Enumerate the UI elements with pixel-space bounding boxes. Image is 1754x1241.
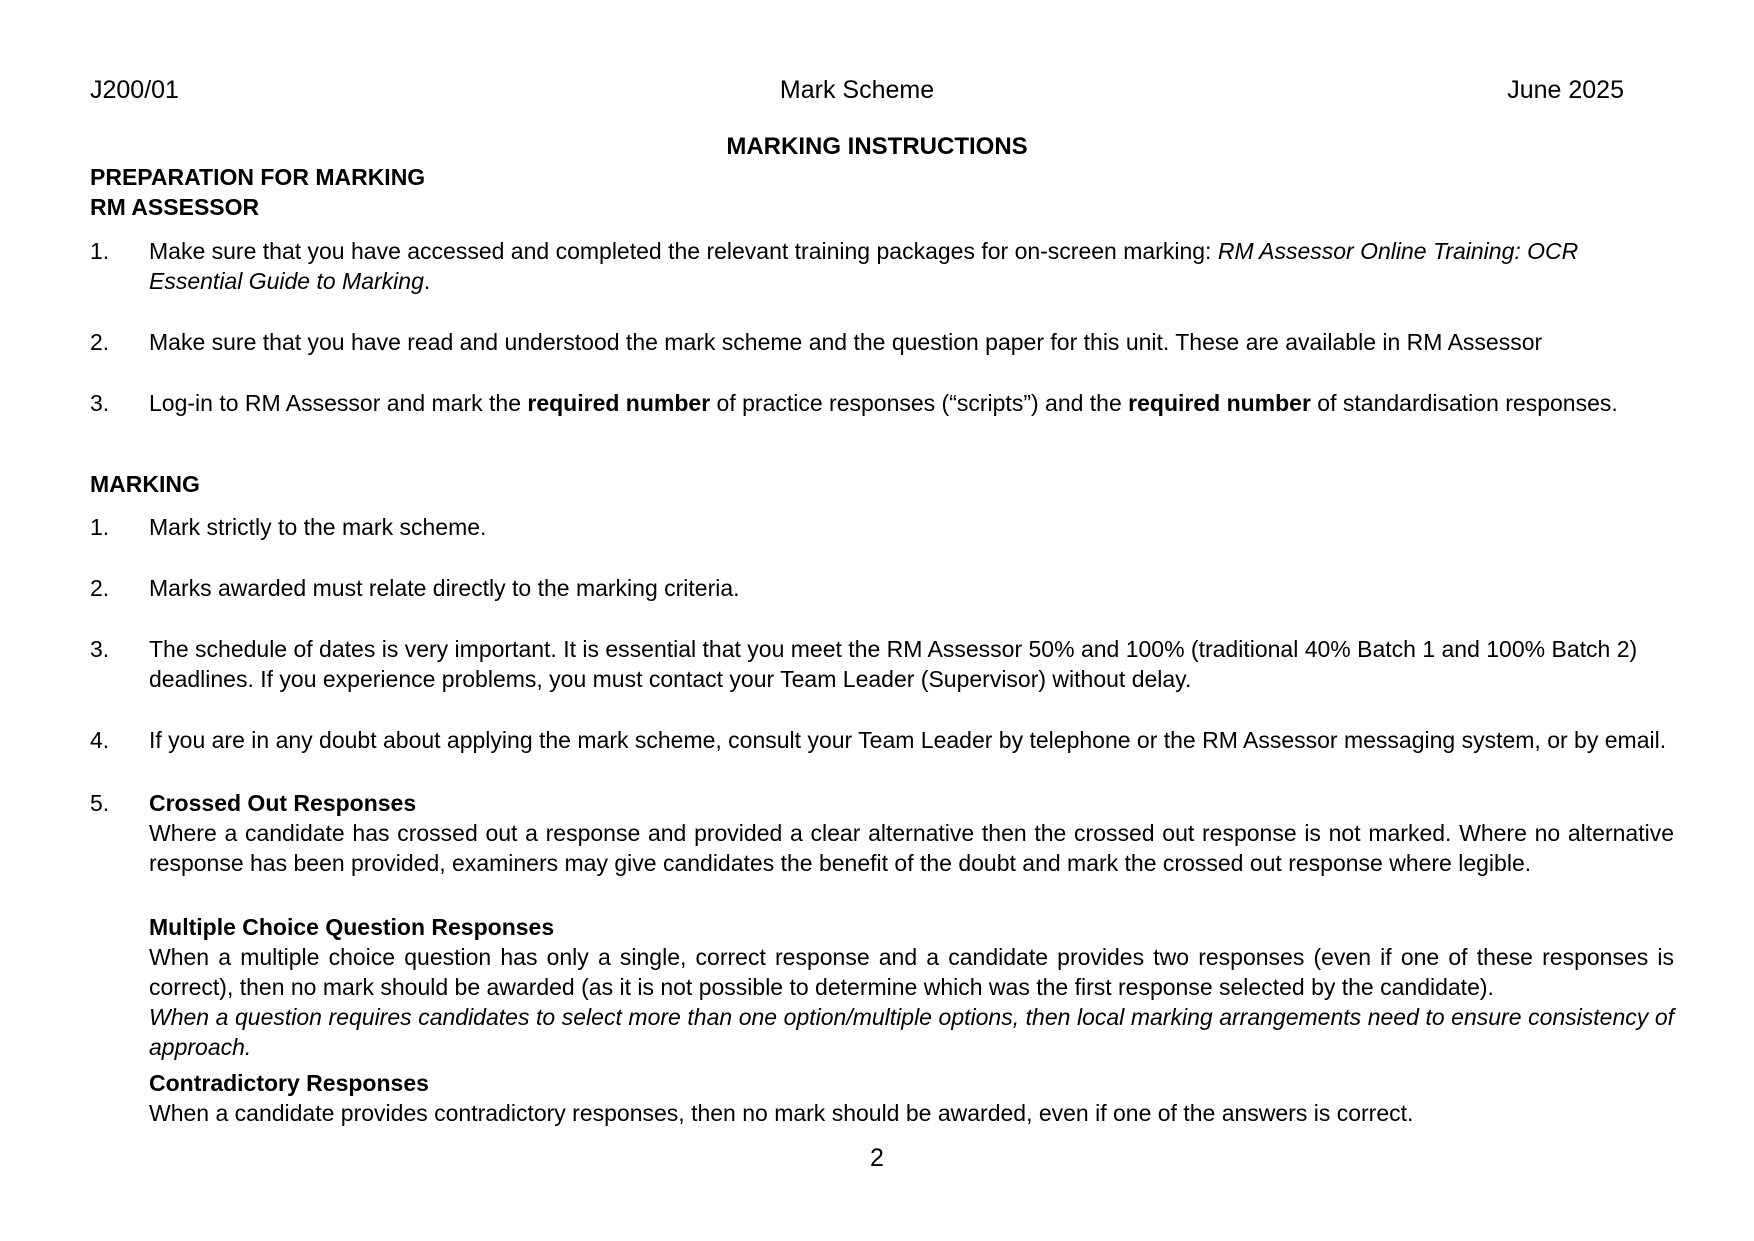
item-text-a: Log-in to RM Assessor and mark the bbox=[149, 390, 528, 416]
item-number: 3. bbox=[90, 636, 110, 662]
preparation-heading: PREPARATION FOR MARKING bbox=[90, 164, 426, 190]
item-number: 3. bbox=[90, 390, 110, 416]
page-number: 2 bbox=[870, 1144, 884, 1172]
item-number: 2. bbox=[90, 329, 110, 355]
item-text: Mark strictly to the mark scheme. bbox=[149, 514, 487, 540]
item-number: 1. bbox=[90, 514, 110, 540]
crossed-out-text: Where a candidate has crossed out a response and provided a clear alternative then the crossed out response is not marked. Where no alternative response has been provided, examiners may give candidates the benefit of the doubt and mark the crossed out response where legible. bbox=[149, 820, 1674, 876]
item-text: Make sure that you have read and understood the mark scheme and the question paper for this unit. These are available in RM Assessor bbox=[149, 329, 1543, 355]
exam-session: June 2025 bbox=[1507, 76, 1624, 104]
contradictory-heading: Contradictory Responses bbox=[149, 1070, 429, 1096]
item-text bbox=[149, 388, 1680, 418]
item-number: 1. bbox=[90, 238, 110, 264]
crossed-out-heading: Crossed Out Responses bbox=[149, 790, 417, 816]
item-text-b: of practice responses (“scripts”) and the bbox=[710, 390, 1129, 416]
mcq-text: When a multiple choice question has only a single, correct response and a candidate provides two responses (even if one of these responses is correct), then no mark should be awarded (as it is not possible to determine which was the first response selected by the candidate). bbox=[149, 944, 1674, 1000]
item-text: If you are in any doubt about applying the mark scheme, consult your Team Leader by telephone or the RM Assessor messaging system, or by email. bbox=[149, 727, 1667, 753]
contradictory-text: When a candidate provides contradictory responses, then no mark should be awarded, even if one of the answers is correct. bbox=[149, 1100, 1414, 1126]
item-text-end: . bbox=[423, 268, 431, 294]
marking-heading: MARKING bbox=[90, 471, 200, 497]
page-title: MARKING INSTRUCTIONS bbox=[726, 133, 1028, 160]
item-number: 2. bbox=[90, 575, 110, 601]
rm-assessor-heading: RM ASSESSOR bbox=[90, 194, 260, 220]
item-text: Marks awarded must relate directly to the marking criteria. bbox=[149, 575, 740, 601]
document-type: Mark Scheme bbox=[779, 76, 935, 104]
emphasis-required-number: required number bbox=[527, 390, 711, 416]
paper-code: J200/01 bbox=[90, 76, 179, 104]
page-header bbox=[90, 74, 1624, 106]
training-title: RM Assessor Online Training: OCR Essential Guide to Marking bbox=[149, 238, 1579, 294]
item-text: The schedule of dates is very important. It is essential that you meet the RM Assessor 50% and 100% (traditional 40% Batch 1 and 100% Batch 2) deadlines. If you experience problems, you must contact your Team Leader (Supervisor) without delay. bbox=[149, 636, 1638, 692]
item-number: 5. bbox=[90, 790, 110, 816]
mcq-italic-note: When a question requires candidates to select more than one option/multiple options, then local marking arrangements need to ensure consistency of approach. bbox=[149, 1004, 1674, 1060]
emphasis-required-number: required number bbox=[1128, 390, 1311, 416]
item-text-plain: Make sure that you have accessed and completed the relevant training packages for on-screen marking: bbox=[149, 238, 1218, 264]
item-number: 4. bbox=[90, 727, 110, 753]
item-text-c: of standardisation responses. bbox=[1310, 390, 1618, 416]
mcq-heading: Multiple Choice Question Responses bbox=[149, 914, 555, 940]
item-text bbox=[149, 236, 1649, 296]
